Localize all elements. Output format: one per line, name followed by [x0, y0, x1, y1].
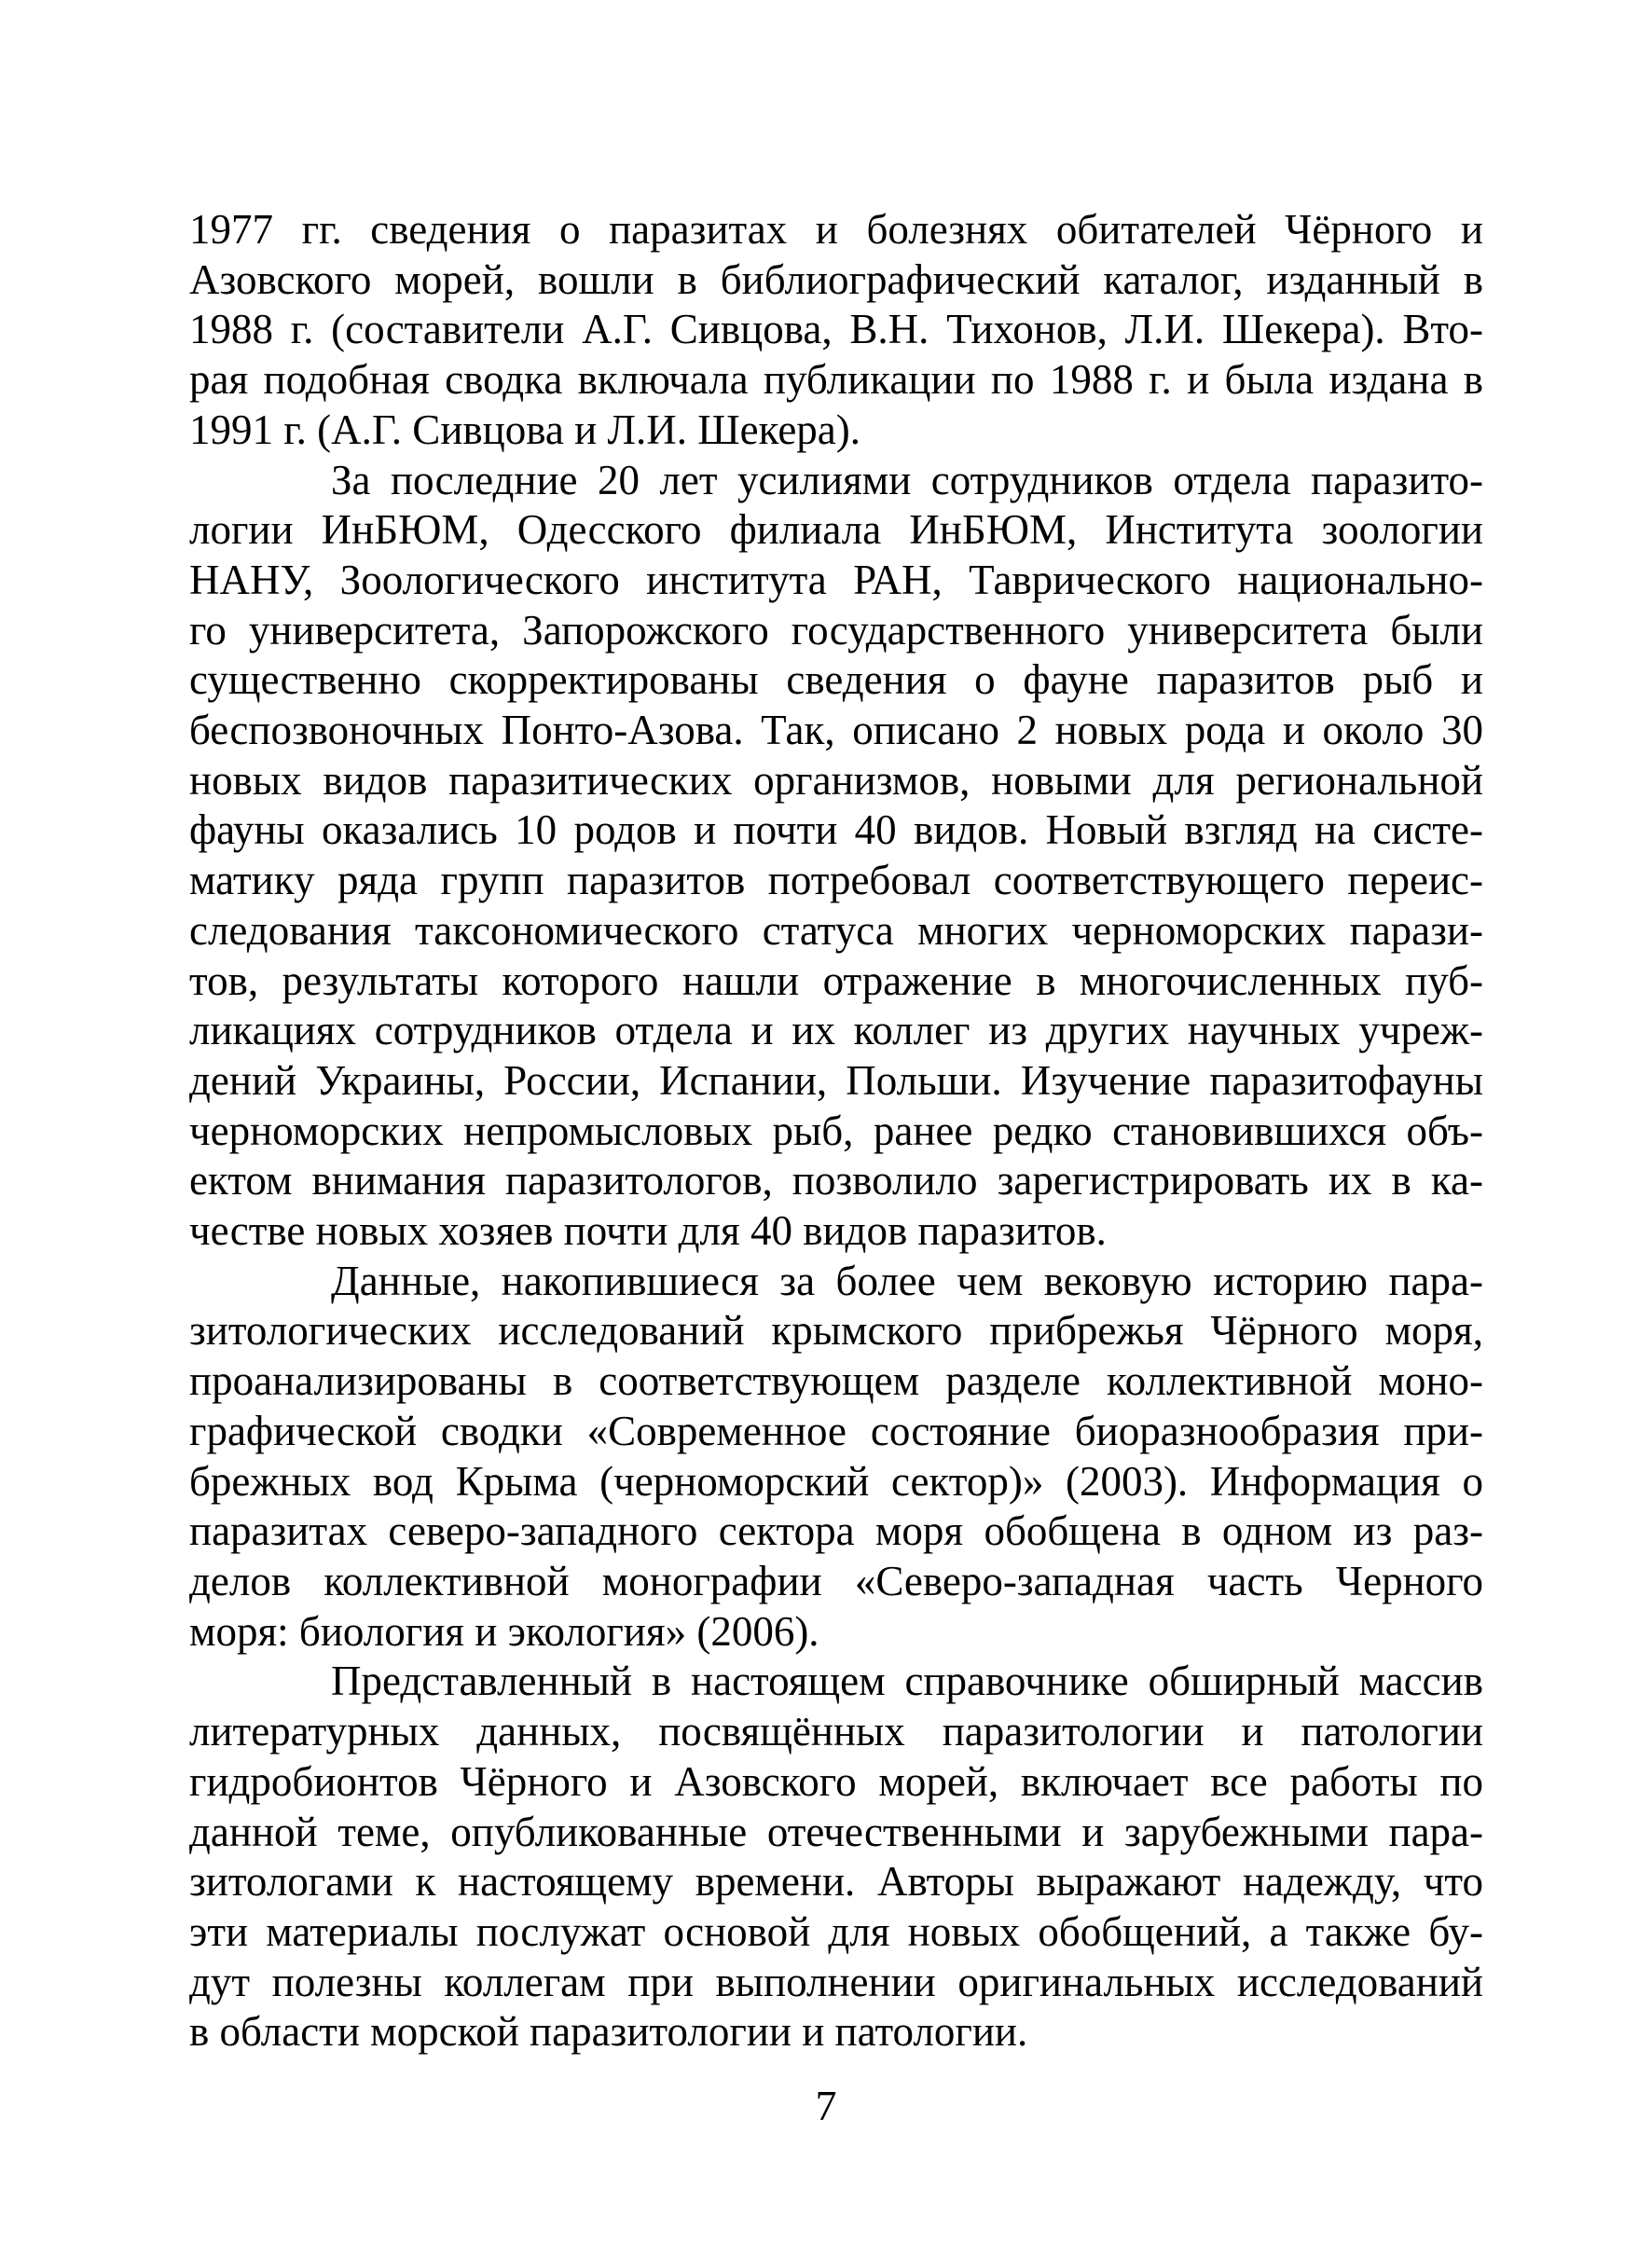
- text-line: дений Украины, России, Испании, Польши. Изучение паразитофауны: [189, 1056, 1483, 1104]
- text-line: За последние 20 лет усилиями сотрудников отдела паразито-: [331, 456, 1483, 503]
- text-line: честве новых хозяев почти для 40 видов паразитов.: [189, 1207, 1107, 1255]
- text-line: черноморских непромысловых рыб, ранее редко становившихся объ-: [189, 1107, 1483, 1154]
- text-line: в области морской паразитологии и патологии.: [189, 2008, 1028, 2056]
- paragraph-3: [189, 1257, 1483, 1658]
- text-line: делов коллективной монографии «Северо-западная часть Черного: [189, 1557, 1483, 1604]
- text-line: НАНУ, Зоологического института РАН, Таврического национально-: [189, 556, 1483, 603]
- text-line: паразитах северо-западного сектора моря обобщена в одном из раз-: [189, 1507, 1483, 1555]
- text-line: 1991 г. (А.Г. Сивцова и Л.И. Шекера).: [189, 406, 860, 453]
- text-line: следования таксономического статуса многих черноморских парази-: [189, 906, 1483, 954]
- text-line: зитологических исследований крымского прибрежья Чёрного моря,: [189, 1307, 1483, 1355]
- text-line: Данные, накопившиеся за более чем вековую историю пара-: [331, 1257, 1483, 1304]
- text-line: тов, результаты которого нашли отражение в многочисленных пуб-: [189, 956, 1483, 1004]
- paragraph-2: [189, 456, 1483, 1257]
- text-line: моря: биология и экология» (2006).: [189, 1607, 819, 1655]
- text-line: 1988 г. (составители А.Г. Сивцова, В.Н. Тихонов, Л.И. Шекера). Вто-: [189, 306, 1483, 353]
- paragraph-1: [189, 205, 1483, 456]
- text-line: беспозвоночных Понто-Азова. Так, описано 2 новых рода и около 30: [189, 707, 1483, 754]
- body-text: [189, 205, 1483, 2057]
- text-line: данной теме, опубликованные отечественными и зарубежными пара-: [189, 1808, 1483, 1855]
- text-line: графической сводки «Современное состояние биоразнообразия при-: [189, 1407, 1483, 1454]
- text-line: 1977 гг. сведения о паразитах и болезнях обитателей Чёрного и: [189, 206, 1483, 253]
- text-line: ектом внимания паразитологов, позволило зарегистрировать их в ка-: [189, 1157, 1483, 1204]
- text-line: Азовского морей, вошли в библиографический каталог, изданный в: [189, 255, 1483, 303]
- text-line: эти материалы послужат основой для новых обобщений, а также бу-: [189, 1907, 1483, 1955]
- text-line: проанализированы в соответствующем разделе коллективной моно-: [189, 1357, 1483, 1405]
- text-line: новых видов паразитических организмов, новыми для региональной: [189, 756, 1483, 804]
- text-line: дут полезны коллегам при выполнении оригинальных исследований: [189, 1958, 1483, 2005]
- text-line: го университета, Запорожского государственного университета были: [189, 606, 1483, 654]
- text-line: существенно скорректированы сведения о фауне паразитов рыб и: [189, 656, 1483, 704]
- text-line: логии ИнБЮМ, Одесского филиала ИнБЮМ, Института зоологии: [189, 506, 1483, 554]
- text-line: брежных вод Крыма (черноморский сектор)» (2003). Информация о: [189, 1457, 1483, 1505]
- text-line: ликациях сотрудников отдела и их коллег из других научных учреж-: [189, 1007, 1483, 1054]
- text-line: рая подобная сводка включала публикации по 1988 г. и была издана в: [189, 356, 1483, 404]
- text-line: Представленный в настоящем справочнике обширный массив: [331, 1658, 1483, 1705]
- text-line: зитологами к настоящему времени. Авторы выражают надежду, что: [189, 1858, 1483, 1906]
- text-line: литературных данных, посвящённых паразитологии и патологии: [189, 1708, 1483, 1755]
- text-line: гидробионтов Чёрного и Азовского морей, включает все работы по: [189, 1757, 1483, 1805]
- page-number: 7: [815, 2082, 837, 2129]
- text-line: фауны оказались 10 родов и почти 40 видов. Новый взгляд на систе-: [189, 806, 1483, 854]
- paragraph-4: [189, 1657, 1483, 2057]
- text-line: матику ряда групп паразитов потребовал соответствующего переис-: [189, 857, 1483, 904]
